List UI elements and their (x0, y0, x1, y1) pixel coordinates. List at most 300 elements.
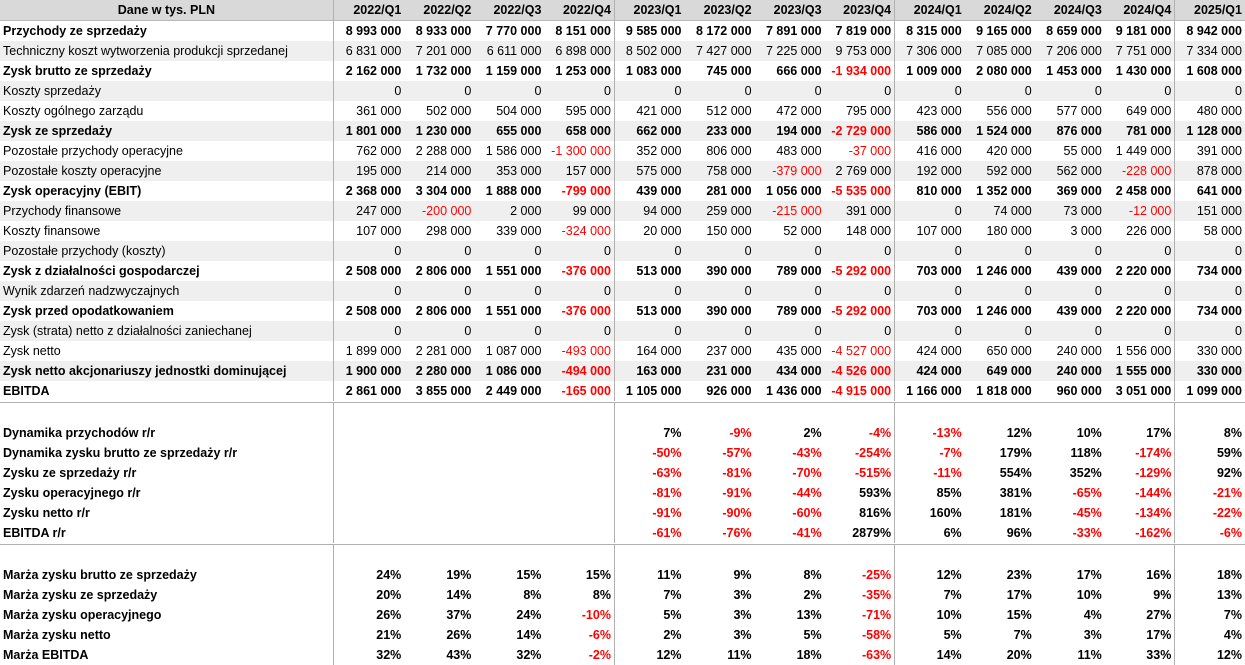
value-cell[interactable]: 435 000 (755, 341, 825, 361)
value-cell[interactable]: 179% (965, 443, 1035, 463)
value-cell[interactable]: -57% (685, 443, 755, 463)
value-cell[interactable]: -33% (1035, 523, 1105, 543)
value-cell[interactable]: -10% (544, 605, 614, 625)
value-cell[interactable]: 32% (333, 645, 404, 665)
value-cell[interactable]: 3 304 000 (404, 181, 474, 201)
value-cell[interactable]: -37 000 (825, 141, 895, 161)
value-cell[interactable]: 1 818 000 (965, 381, 1035, 401)
empty-cell[interactable] (755, 403, 825, 424)
value-cell[interactable]: 148 000 (825, 221, 895, 241)
value-cell[interactable]: 18% (755, 645, 825, 665)
empty-cell[interactable] (685, 545, 755, 566)
empty-cell[interactable] (544, 403, 614, 424)
value-cell[interactable]: 0 (685, 81, 755, 101)
value-cell[interactable]: 0 (755, 281, 825, 301)
value-cell[interactable]: -515% (825, 463, 895, 483)
value-cell[interactable]: -63% (614, 463, 684, 483)
value-cell[interactable]: 1 888 000 (474, 181, 544, 201)
value-cell[interactable]: 592 000 (965, 161, 1035, 181)
value-cell[interactable]: -4 527 000 (825, 341, 895, 361)
value-cell[interactable]: 1 253 000 (544, 61, 614, 81)
value-cell[interactable] (474, 523, 544, 543)
value-cell[interactable]: 2 508 000 (333, 301, 404, 321)
row-label[interactable]: Przychody finansowe (0, 201, 333, 221)
value-cell[interactable] (544, 423, 614, 443)
value-cell[interactable]: 593% (825, 483, 895, 503)
value-cell[interactable]: 96% (965, 523, 1035, 543)
value-cell[interactable] (333, 523, 404, 543)
value-cell[interactable]: 33% (1105, 645, 1175, 665)
value-cell[interactable]: 7 891 000 (755, 21, 825, 42)
value-cell[interactable]: 7 206 000 (1035, 41, 1105, 61)
value-cell[interactable]: 1 430 000 (1105, 61, 1175, 81)
value-cell[interactable]: -376 000 (544, 261, 614, 281)
value-cell[interactable]: 502 000 (404, 101, 474, 121)
value-cell[interactable]: 0 (1035, 241, 1105, 261)
value-cell[interactable]: 662 000 (614, 121, 684, 141)
value-cell[interactable]: 3 051 000 (1105, 381, 1175, 401)
value-cell[interactable]: 424 000 (895, 361, 965, 381)
empty-cell[interactable] (1175, 545, 1245, 566)
value-cell[interactable]: 17% (1035, 565, 1105, 585)
value-cell[interactable]: 556 000 (965, 101, 1035, 121)
row-label[interactable]: Zysk netto akcjonariuszy jednostki dominującej (0, 361, 333, 381)
value-cell[interactable]: -254% (825, 443, 895, 463)
value-cell[interactable]: 151 000 (1175, 201, 1245, 221)
value-cell[interactable]: 7% (1175, 605, 1245, 625)
value-cell[interactable]: 1 449 000 (1105, 141, 1175, 161)
row-label[interactable]: Zysk przed opodatkowaniem (0, 301, 333, 321)
value-cell[interactable]: -174% (1105, 443, 1175, 463)
value-cell[interactable]: 26% (404, 625, 474, 645)
value-cell[interactable]: 0 (1175, 321, 1245, 341)
value-cell[interactable]: 2 162 000 (333, 61, 404, 81)
value-cell[interactable]: -2% (544, 645, 614, 665)
value-cell[interactable]: 439 000 (1035, 261, 1105, 281)
value-cell[interactable]: 2% (614, 625, 684, 645)
value-cell[interactable]: 0 (544, 321, 614, 341)
value-cell[interactable]: -63% (825, 645, 895, 665)
value-cell[interactable] (544, 463, 614, 483)
value-cell[interactable]: -493 000 (544, 341, 614, 361)
value-cell[interactable]: -2 729 000 (825, 121, 895, 141)
value-cell[interactable]: 85% (895, 483, 965, 503)
value-cell[interactable]: 745 000 (685, 61, 755, 81)
value-cell[interactable] (333, 503, 404, 523)
value-cell[interactable]: 330 000 (1175, 361, 1245, 381)
value-cell[interactable]: 703 000 (895, 301, 965, 321)
value-cell[interactable]: 8 933 000 (404, 21, 474, 42)
row-label[interactable]: Zysk operacyjny (EBIT) (0, 181, 333, 201)
value-cell[interactable]: 1 453 000 (1035, 61, 1105, 81)
row-label[interactable]: Zysk netto (0, 341, 333, 361)
value-cell[interactable]: -162% (1105, 523, 1175, 543)
header-period-cell[interactable]: 2023/Q3 (755, 0, 825, 21)
value-cell[interactable]: 298 000 (404, 221, 474, 241)
value-cell[interactable]: 9% (1105, 585, 1175, 605)
value-cell[interactable]: 2 508 000 (333, 261, 404, 281)
value-cell[interactable]: 0 (825, 241, 895, 261)
value-cell[interactable]: 5% (895, 625, 965, 645)
value-cell[interactable]: 0 (1105, 321, 1175, 341)
value-cell[interactable]: -50% (614, 443, 684, 463)
value-cell[interactable] (404, 463, 474, 483)
value-cell[interactable]: 247 000 (333, 201, 404, 221)
value-cell[interactable]: 577 000 (1035, 101, 1105, 121)
row-label[interactable]: Techniczny koszt wytworzenia produkcji sprzedanej (0, 41, 333, 61)
header-period-cell[interactable]: 2024/Q2 (965, 0, 1035, 21)
value-cell[interactable]: 0 (895, 321, 965, 341)
value-cell[interactable]: 876 000 (1035, 121, 1105, 141)
value-cell[interactable]: 0 (1175, 281, 1245, 301)
value-cell[interactable]: 23% (965, 565, 1035, 585)
value-cell[interactable] (544, 503, 614, 523)
value-cell[interactable]: 1 555 000 (1105, 361, 1175, 381)
value-cell[interactable]: -81% (685, 463, 755, 483)
empty-cell[interactable] (825, 403, 895, 424)
value-cell[interactable]: -4 915 000 (825, 381, 895, 401)
value-cell[interactable]: 795 000 (825, 101, 895, 121)
value-cell[interactable]: -6% (1175, 523, 1245, 543)
row-label[interactable]: Marża zysku brutto ze sprzedaży (0, 565, 333, 585)
value-cell[interactable]: 0 (965, 241, 1035, 261)
value-cell[interactable]: 17% (965, 585, 1035, 605)
value-cell[interactable]: 3 855 000 (404, 381, 474, 401)
row-label[interactable]: Koszty ogólnego zarządu (0, 101, 333, 121)
value-cell[interactable]: 734 000 (1175, 301, 1245, 321)
value-cell[interactable]: 421 000 (614, 101, 684, 121)
empty-cell[interactable] (1105, 403, 1175, 424)
value-cell[interactable]: 10% (1035, 423, 1105, 443)
value-cell[interactable] (544, 483, 614, 503)
value-cell[interactable]: 118% (1035, 443, 1105, 463)
value-cell[interactable]: 1 608 000 (1175, 61, 1245, 81)
value-cell[interactable]: 6 611 000 (474, 41, 544, 61)
value-cell[interactable]: 0 (1035, 281, 1105, 301)
empty-cell[interactable] (404, 403, 474, 424)
value-cell[interactable]: -44% (755, 483, 825, 503)
value-cell[interactable]: 7 085 000 (965, 41, 1035, 61)
value-cell[interactable]: 0 (755, 81, 825, 101)
value-cell[interactable]: 8 315 000 (895, 21, 965, 42)
value-cell[interactable]: 0 (1175, 81, 1245, 101)
value-cell[interactable]: 1 246 000 (965, 301, 1035, 321)
value-cell[interactable]: 37% (404, 605, 474, 625)
empty-cell[interactable] (474, 545, 544, 566)
value-cell[interactable]: 960 000 (1035, 381, 1105, 401)
value-cell[interactable]: 2 220 000 (1105, 301, 1175, 321)
row-label[interactable]: Dynamika zysku brutto ze sprzedaży r/r (0, 443, 333, 463)
value-cell[interactable]: 789 000 (755, 261, 825, 281)
value-cell[interactable]: -4 526 000 (825, 361, 895, 381)
value-cell[interactable]: 55 000 (1035, 141, 1105, 161)
value-cell[interactable]: 0 (825, 81, 895, 101)
value-cell[interactable]: 2 280 000 (404, 361, 474, 381)
value-cell[interactable] (404, 523, 474, 543)
value-cell[interactable]: -165 000 (544, 381, 614, 401)
value-cell[interactable]: 650 000 (965, 341, 1035, 361)
row-label[interactable]: EBITDA (0, 381, 333, 401)
value-cell[interactable]: 595 000 (544, 101, 614, 121)
value-cell[interactable]: 789 000 (755, 301, 825, 321)
value-cell[interactable]: 163 000 (614, 361, 684, 381)
value-cell[interactable]: 233 000 (685, 121, 755, 141)
value-cell[interactable]: 0 (404, 321, 474, 341)
row-label[interactable]: Marża zysku ze sprzedaży (0, 585, 333, 605)
value-cell[interactable]: 504 000 (474, 101, 544, 121)
value-cell[interactable]: 10% (895, 605, 965, 625)
value-cell[interactable]: 3% (685, 585, 755, 605)
value-cell[interactable]: 586 000 (895, 121, 965, 141)
empty-cell[interactable] (474, 403, 544, 424)
value-cell[interactable]: 13% (1175, 585, 1245, 605)
value-cell[interactable]: -91% (685, 483, 755, 503)
empty-cell[interactable] (0, 403, 333, 424)
value-cell[interactable]: -12 000 (1105, 201, 1175, 221)
value-cell[interactable]: -228 000 (1105, 161, 1175, 181)
empty-cell[interactable] (614, 403, 684, 424)
value-cell[interactable]: 926 000 (685, 381, 755, 401)
value-cell[interactable]: 15% (544, 565, 614, 585)
value-cell[interactable]: 658 000 (544, 121, 614, 141)
row-label[interactable]: Zysk ze sprzedaży (0, 121, 333, 141)
value-cell[interactable]: 2 000 (474, 201, 544, 221)
value-cell[interactable]: -81% (614, 483, 684, 503)
value-cell[interactable]: 353 000 (474, 161, 544, 181)
row-label[interactable]: Zysk (strata) netto z działalności zaniechanej (0, 321, 333, 341)
value-cell[interactable]: 21% (333, 625, 404, 645)
value-cell[interactable]: -5 535 000 (825, 181, 895, 201)
value-cell[interactable]: 226 000 (1105, 221, 1175, 241)
value-cell[interactable]: 5% (755, 625, 825, 645)
value-cell[interactable] (474, 463, 544, 483)
value-cell[interactable]: 12% (965, 423, 1035, 443)
header-period-cell[interactable]: 2025/Q1 (1175, 0, 1245, 21)
value-cell[interactable]: -71% (825, 605, 895, 625)
empty-cell[interactable] (895, 403, 965, 424)
value-cell[interactable]: 1 900 000 (333, 361, 404, 381)
value-cell[interactable]: 1 166 000 (895, 381, 965, 401)
value-cell[interactable]: 12% (895, 565, 965, 585)
value-cell[interactable]: -13% (895, 423, 965, 443)
row-label[interactable]: EBITDA r/r (0, 523, 333, 543)
value-cell[interactable]: 181% (965, 503, 1035, 523)
value-cell[interactable]: 1 732 000 (404, 61, 474, 81)
value-cell[interactable]: 237 000 (685, 341, 755, 361)
value-cell[interactable]: 1 899 000 (333, 341, 404, 361)
value-cell[interactable]: 6 831 000 (333, 41, 404, 61)
value-cell[interactable]: 1 009 000 (895, 61, 965, 81)
value-cell[interactable]: 107 000 (333, 221, 404, 241)
value-cell[interactable]: 8 172 000 (685, 21, 755, 42)
value-cell[interactable]: 2 769 000 (825, 161, 895, 181)
value-cell[interactable]: 3% (685, 605, 755, 625)
value-cell[interactable]: 2 281 000 (404, 341, 474, 361)
row-label[interactable]: Pozostałe przychody (koszty) (0, 241, 333, 261)
empty-cell[interactable] (1035, 545, 1105, 566)
value-cell[interactable]: 806 000 (685, 141, 755, 161)
value-cell[interactable]: 32% (474, 645, 544, 665)
value-cell[interactable]: 1 586 000 (474, 141, 544, 161)
value-cell[interactable]: 439 000 (1035, 301, 1105, 321)
value-cell[interactable]: 480 000 (1175, 101, 1245, 121)
value-cell[interactable]: 472 000 (755, 101, 825, 121)
empty-cell[interactable] (0, 545, 333, 566)
value-cell[interactable]: 816% (825, 503, 895, 523)
value-cell[interactable]: 58 000 (1175, 221, 1245, 241)
value-cell[interactable]: 2 288 000 (404, 141, 474, 161)
value-cell[interactable]: 2% (755, 585, 825, 605)
value-cell[interactable]: 0 (474, 241, 544, 261)
value-cell[interactable]: 20% (965, 645, 1035, 665)
value-cell[interactable]: 194 000 (755, 121, 825, 141)
row-label[interactable]: Koszty sprzedaży (0, 81, 333, 101)
value-cell[interactable]: 52 000 (755, 221, 825, 241)
value-cell[interactable]: 11% (1035, 645, 1105, 665)
value-cell[interactable]: 3% (685, 625, 755, 645)
value-cell[interactable]: 2 806 000 (404, 301, 474, 321)
value-cell[interactable]: 1 352 000 (965, 181, 1035, 201)
value-cell[interactable]: 423 000 (895, 101, 965, 121)
value-cell[interactable]: 1 086 000 (474, 361, 544, 381)
value-cell[interactable]: 7 751 000 (1105, 41, 1175, 61)
value-cell[interactable]: 2 080 000 (965, 61, 1035, 81)
value-cell[interactable]: 1 551 000 (474, 261, 544, 281)
value-cell[interactable]: 0 (685, 241, 755, 261)
value-cell[interactable]: 361 000 (333, 101, 404, 121)
value-cell[interactable]: 649 000 (965, 361, 1035, 381)
value-cell[interactable]: -5 292 000 (825, 261, 895, 281)
value-cell[interactable]: 12% (1175, 645, 1245, 665)
value-cell[interactable]: 6% (895, 523, 965, 543)
value-cell[interactable]: 8 151 000 (544, 21, 614, 42)
value-cell[interactable] (404, 443, 474, 463)
value-cell[interactable]: 15% (474, 565, 544, 585)
row-label[interactable]: Zysk brutto ze sprzedaży (0, 61, 333, 81)
value-cell[interactable]: -376 000 (544, 301, 614, 321)
value-cell[interactable]: 0 (614, 241, 684, 261)
value-cell[interactable]: -799 000 (544, 181, 614, 201)
value-cell[interactable]: 439 000 (614, 181, 684, 201)
value-cell[interactable]: 575 000 (614, 161, 684, 181)
value-cell[interactable] (333, 483, 404, 503)
value-cell[interactable] (333, 463, 404, 483)
value-cell[interactable]: 330 000 (1175, 341, 1245, 361)
value-cell[interactable]: 0 (474, 281, 544, 301)
value-cell[interactable]: 0 (474, 321, 544, 341)
value-cell[interactable] (333, 423, 404, 443)
empty-cell[interactable] (685, 403, 755, 424)
value-cell[interactable] (544, 443, 614, 463)
value-cell[interactable]: -379 000 (755, 161, 825, 181)
value-cell[interactable]: -200 000 (404, 201, 474, 221)
value-cell[interactable]: -41% (755, 523, 825, 543)
value-cell[interactable]: 0 (825, 281, 895, 301)
value-cell[interactable]: 26% (333, 605, 404, 625)
value-cell[interactable]: 8% (474, 585, 544, 605)
value-cell[interactable]: 214 000 (404, 161, 474, 181)
row-label[interactable]: Marża zysku netto (0, 625, 333, 645)
value-cell[interactable]: 0 (404, 281, 474, 301)
header-period-cell[interactable]: 2023/Q4 (825, 0, 895, 21)
header-period-cell[interactable]: 2024/Q1 (895, 0, 965, 21)
value-cell[interactable]: 878 000 (1175, 161, 1245, 181)
value-cell[interactable] (474, 503, 544, 523)
value-cell[interactable]: 352 000 (614, 141, 684, 161)
row-label[interactable]: Pozostałe przychody operacyjne (0, 141, 333, 161)
value-cell[interactable]: 14% (895, 645, 965, 665)
value-cell[interactable]: 0 (755, 241, 825, 261)
value-cell[interactable]: 15% (965, 605, 1035, 625)
value-cell[interactable]: 390 000 (685, 261, 755, 281)
value-cell[interactable]: 160% (895, 503, 965, 523)
value-cell[interactable]: 0 (895, 241, 965, 261)
value-cell[interactable]: -324 000 (544, 221, 614, 241)
value-cell[interactable]: 1 436 000 (755, 381, 825, 401)
value-cell[interactable] (474, 443, 544, 463)
value-cell[interactable]: 74 000 (965, 201, 1035, 221)
value-cell[interactable]: 758 000 (685, 161, 755, 181)
value-cell[interactable]: 7 770 000 (474, 21, 544, 42)
value-cell[interactable]: 0 (755, 321, 825, 341)
value-cell[interactable]: 24% (474, 605, 544, 625)
header-period-cell[interactable]: 2023/Q2 (685, 0, 755, 21)
value-cell[interactable]: 810 000 (895, 181, 965, 201)
value-cell[interactable]: 2 458 000 (1105, 181, 1175, 201)
value-cell[interactable]: -70% (755, 463, 825, 483)
value-cell[interactable]: 0 (685, 321, 755, 341)
value-cell[interactable]: 1 056 000 (755, 181, 825, 201)
value-cell[interactable]: 641 000 (1175, 181, 1245, 201)
value-cell[interactable]: 339 000 (474, 221, 544, 241)
value-cell[interactable]: 781 000 (1105, 121, 1175, 141)
value-cell[interactable]: 7% (895, 585, 965, 605)
value-cell[interactable]: 1 551 000 (474, 301, 544, 321)
row-label[interactable]: Pozostałe koszty operacyjne (0, 161, 333, 181)
value-cell[interactable]: 0 (404, 81, 474, 101)
value-cell[interactable]: 0 (333, 81, 404, 101)
value-cell[interactable]: 0 (404, 241, 474, 261)
value-cell[interactable]: -65% (1035, 483, 1105, 503)
value-cell[interactable]: -35% (825, 585, 895, 605)
value-cell[interactable]: 8% (755, 565, 825, 585)
value-cell[interactable]: 0 (1105, 241, 1175, 261)
value-cell[interactable]: 0 (474, 81, 544, 101)
value-cell[interactable] (474, 483, 544, 503)
empty-cell[interactable] (895, 545, 965, 566)
row-label[interactable]: Marża EBITDA (0, 645, 333, 665)
empty-cell[interactable] (755, 545, 825, 566)
value-cell[interactable]: 9 181 000 (1105, 21, 1175, 42)
value-cell[interactable]: -21% (1175, 483, 1245, 503)
value-cell[interactable]: 2% (755, 423, 825, 443)
value-cell[interactable]: 420 000 (965, 141, 1035, 161)
value-cell[interactable]: 0 (895, 81, 965, 101)
value-cell[interactable]: 11% (614, 565, 684, 585)
value-cell[interactable]: 0 (895, 281, 965, 301)
value-cell[interactable]: 8% (1175, 423, 1245, 443)
value-cell[interactable]: 150 000 (685, 221, 755, 241)
value-cell[interactable]: -61% (614, 523, 684, 543)
empty-cell[interactable] (544, 545, 614, 566)
value-cell[interactable]: 1 083 000 (614, 61, 684, 81)
value-cell[interactable]: 8% (544, 585, 614, 605)
value-cell[interactable]: 7 201 000 (404, 41, 474, 61)
header-period-cell[interactable]: 2022/Q4 (544, 0, 614, 21)
value-cell[interactable]: 513 000 (614, 261, 684, 281)
value-cell[interactable]: 94 000 (614, 201, 684, 221)
value-cell[interactable]: 7% (614, 423, 684, 443)
